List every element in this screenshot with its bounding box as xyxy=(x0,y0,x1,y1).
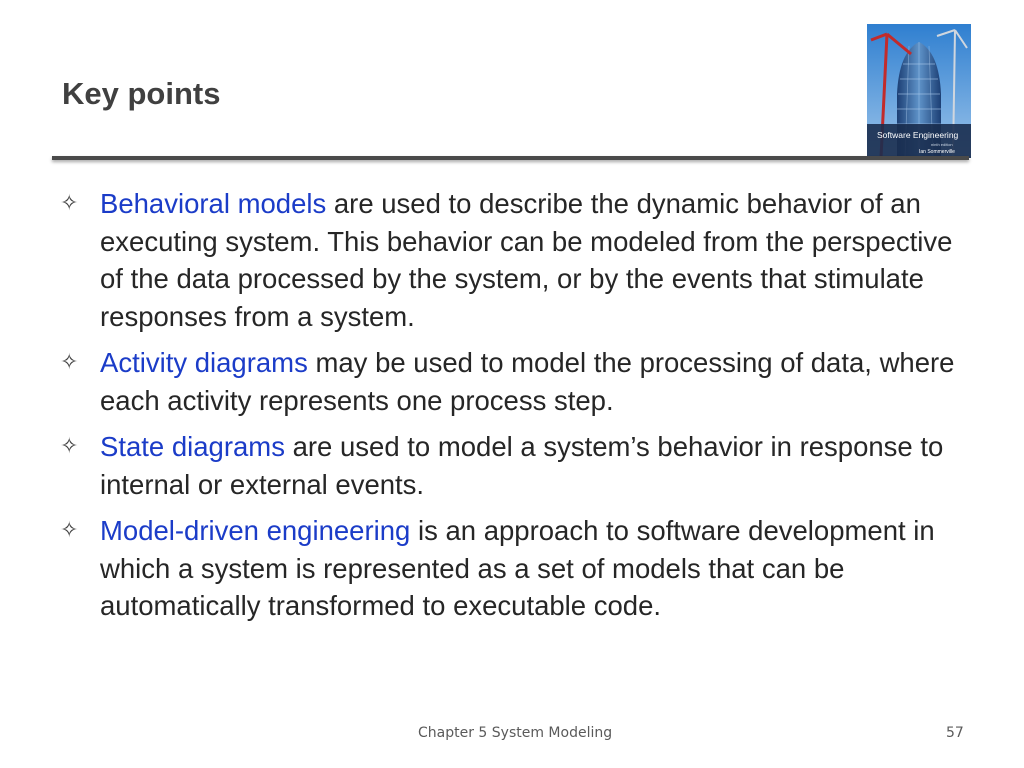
book-cover-edition: ninth edition xyxy=(931,142,953,147)
bullet-highlight: State diagrams xyxy=(100,431,285,462)
page-number: 57 xyxy=(946,725,964,741)
diamond-star-icon: ✧ xyxy=(60,191,79,216)
bullet-item xyxy=(60,512,960,625)
bullet-text: are used to describe the dynamic behavior of an executing system. This behavior can be modeled from the perspective of the data processed by the system, or by the events that stimulate responses from a system. xyxy=(100,188,953,332)
book-cover-author: Ian Sommerville xyxy=(919,149,955,155)
bullet-highlight: Behavioral models xyxy=(100,188,327,219)
slide-title: Key points xyxy=(62,76,221,111)
title-divider xyxy=(52,156,969,160)
diamond-star-icon: ✧ xyxy=(60,518,79,543)
bullet-highlight: Activity diagrams xyxy=(100,347,308,378)
bullet-text: are used to model a system’s behavior in response to internal or external events. xyxy=(100,431,944,500)
book-cover-title: Software Engineering xyxy=(877,130,959,140)
diamond-star-icon: ✧ xyxy=(60,434,79,459)
diamond-star-icon: ✧ xyxy=(60,350,79,375)
book-cover-image xyxy=(867,24,971,158)
bullet-item xyxy=(60,428,960,503)
bullet-item xyxy=(60,344,960,419)
bullet-highlight: Model-driven engineering xyxy=(100,515,411,546)
bullet-item xyxy=(60,185,960,335)
bullet-text: may be used to model the processing of data, where each activity represents one process step. xyxy=(100,347,955,416)
bullet-list xyxy=(60,185,960,634)
bullet-text: is an approach to software development in which a system is represented as a set of models that can be automatically transformed to executable code. xyxy=(100,515,935,621)
footer-chapter: Chapter 5 System Modeling xyxy=(418,725,613,741)
